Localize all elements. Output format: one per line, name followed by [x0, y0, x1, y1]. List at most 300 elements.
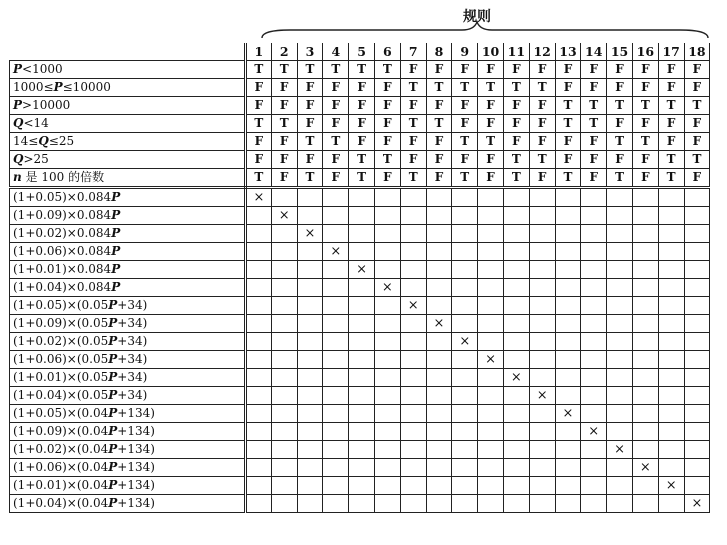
action-mark-cell: × [297, 225, 323, 243]
action-mark-cell [529, 459, 555, 477]
condition-value: T [452, 169, 478, 188]
action-mark-cell [632, 405, 658, 423]
condition-value: F [684, 61, 710, 79]
action-mark-cell [478, 279, 504, 297]
condition-value: F [349, 133, 375, 151]
condition-value: F [632, 151, 658, 169]
action-mark-cell: × [452, 333, 478, 351]
action-mark-cell: × [246, 188, 272, 207]
action-mark-cell [478, 243, 504, 261]
action-mark-cell [400, 495, 426, 513]
action-mark-cell [452, 369, 478, 387]
action-mark-cell [529, 405, 555, 423]
action-mark-cell [426, 459, 452, 477]
action-mark-cell [684, 441, 710, 459]
action-mark-cell [581, 459, 607, 477]
action-mark-cell [452, 243, 478, 261]
action-mark-cell [400, 369, 426, 387]
action-mark-cell [297, 441, 323, 459]
action-mark-cell [632, 351, 658, 369]
condition-label: 1000≤P≤10000 [10, 79, 246, 97]
action-mark-cell [529, 495, 555, 513]
action-mark-cell [323, 387, 349, 405]
action-mark-cell [271, 477, 297, 495]
action-row [10, 225, 710, 243]
action-mark-cell [658, 495, 684, 513]
action-mark-cell [607, 297, 633, 315]
action-mark-cell [607, 243, 633, 261]
action-mark-cell [349, 423, 375, 441]
action-mark-cell [684, 351, 710, 369]
action-mark-cell [581, 225, 607, 243]
action-mark-cell [271, 351, 297, 369]
action-row [10, 261, 710, 279]
action-mark-cell [246, 495, 272, 513]
action-mark-cell [297, 369, 323, 387]
action-mark-cell [374, 387, 400, 405]
condition-value: F [452, 61, 478, 79]
action-mark-cell [607, 477, 633, 495]
condition-value: F [503, 61, 529, 79]
condition-value: F [297, 97, 323, 115]
rule-number-header: 17 [658, 43, 684, 61]
rule-number-header: 11 [503, 43, 529, 61]
action-mark-cell: × [349, 261, 375, 279]
action-label: (1+0.05)×(0.04P+134) [10, 405, 246, 423]
action-mark-cell [374, 405, 400, 423]
condition-value: F [581, 169, 607, 188]
action-mark-cell [271, 297, 297, 315]
action-mark-cell [349, 297, 375, 315]
action-mark-cell [297, 387, 323, 405]
condition-value: F [452, 151, 478, 169]
action-mark-cell [555, 188, 581, 207]
condition-value: F [607, 151, 633, 169]
action-mark-cell [400, 279, 426, 297]
condition-value: F [607, 61, 633, 79]
condition-value: T [374, 61, 400, 79]
action-mark-cell [684, 188, 710, 207]
action-mark-cell [374, 297, 400, 315]
decision-table [9, 43, 710, 513]
action-mark-cell [271, 369, 297, 387]
action-mark-cell [323, 261, 349, 279]
action-mark-cell [555, 279, 581, 297]
action-mark-cell [297, 351, 323, 369]
condition-row [10, 97, 710, 115]
action-mark-cell [478, 225, 504, 243]
action-mark-cell [323, 297, 349, 315]
action-mark-cell [529, 477, 555, 495]
action-mark-cell [632, 297, 658, 315]
action-mark-cell [478, 333, 504, 351]
action-mark-cell [478, 387, 504, 405]
rule-number-header: 7 [400, 43, 426, 61]
action-mark-cell [658, 261, 684, 279]
action-mark-cell [529, 369, 555, 387]
condition-value: F [297, 151, 323, 169]
action-row [10, 405, 710, 423]
action-mark-cell: × [400, 297, 426, 315]
action-label: (1+0.02)×(0.04P+134) [10, 441, 246, 459]
action-mark-cell [555, 261, 581, 279]
action-mark-cell [684, 207, 710, 225]
action-row [10, 423, 710, 441]
action-mark-cell [581, 188, 607, 207]
action-mark-cell [555, 333, 581, 351]
action-mark-cell [374, 495, 400, 513]
action-mark-cell [478, 261, 504, 279]
action-label: (1+0.05)×0.084P [10, 188, 246, 207]
condition-value: T [426, 79, 452, 97]
action-mark-cell [632, 188, 658, 207]
action-mark-cell [529, 261, 555, 279]
action-mark-cell [374, 315, 400, 333]
action-mark-cell [658, 225, 684, 243]
action-mark-cell [529, 351, 555, 369]
condition-value: T [271, 115, 297, 133]
action-label: (1+0.09)×(0.05P+34) [10, 315, 246, 333]
action-mark-cell [658, 423, 684, 441]
action-mark-cell [478, 459, 504, 477]
condition-value: F [374, 133, 400, 151]
action-mark-cell [452, 495, 478, 513]
condition-value: F [426, 133, 452, 151]
action-mark-cell [271, 279, 297, 297]
action-mark-cell [374, 261, 400, 279]
action-mark-cell [478, 188, 504, 207]
condition-value: F [529, 133, 555, 151]
condition-value: T [452, 79, 478, 97]
condition-value: T [503, 151, 529, 169]
action-label: (1+0.09)×(0.04P+134) [10, 423, 246, 441]
action-mark-cell [555, 423, 581, 441]
action-mark-cell [297, 261, 323, 279]
action-mark-cell [426, 387, 452, 405]
action-row [10, 188, 710, 207]
condition-value: F [529, 97, 555, 115]
action-mark-cell [658, 369, 684, 387]
action-mark-cell [503, 315, 529, 333]
action-mark-cell [349, 459, 375, 477]
action-mark-cell [581, 243, 607, 261]
action-mark-cell [684, 315, 710, 333]
condition-value: T [478, 133, 504, 151]
condition-value: F [478, 151, 504, 169]
condition-value: F [271, 133, 297, 151]
action-mark-cell [607, 261, 633, 279]
condition-value: F [374, 169, 400, 188]
action-mark-cell [374, 477, 400, 495]
action-mark-cell [323, 351, 349, 369]
condition-value: F [478, 169, 504, 188]
condition-value: F [581, 79, 607, 97]
condition-value: T [246, 61, 272, 79]
condition-value: F [503, 115, 529, 133]
action-mark-cell [503, 423, 529, 441]
action-mark-cell [503, 387, 529, 405]
action-mark-cell [271, 459, 297, 477]
condition-value: F [632, 79, 658, 97]
action-mark-cell [426, 243, 452, 261]
action-row [10, 459, 710, 477]
condition-value: T [555, 97, 581, 115]
action-mark-cell [323, 495, 349, 513]
condition-row [10, 151, 710, 169]
action-mark-cell [607, 387, 633, 405]
condition-value: T [529, 79, 555, 97]
condition-row [10, 133, 710, 151]
action-mark-cell [246, 297, 272, 315]
condition-value: F [684, 79, 710, 97]
action-mark-cell [323, 423, 349, 441]
action-mark-cell [452, 423, 478, 441]
action-mark-cell [607, 495, 633, 513]
action-mark-cell [297, 477, 323, 495]
action-mark-cell [374, 369, 400, 387]
action-label: (1+0.09)×0.084P [10, 207, 246, 225]
action-mark-cell [632, 207, 658, 225]
action-mark-cell [478, 369, 504, 387]
action-mark-cell [246, 351, 272, 369]
action-mark-cell [658, 333, 684, 351]
action-mark-cell [452, 477, 478, 495]
condition-value: F [684, 169, 710, 188]
action-mark-cell [632, 243, 658, 261]
action-mark-cell [658, 188, 684, 207]
action-mark-cell [581, 297, 607, 315]
action-mark-cell [271, 333, 297, 351]
condition-value: F [632, 115, 658, 133]
condition-value: T [323, 133, 349, 151]
action-mark-cell [400, 188, 426, 207]
action-label: (1+0.06)×(0.05P+34) [10, 351, 246, 369]
action-label: (1+0.02)×0.084P [10, 225, 246, 243]
condition-value: T [581, 97, 607, 115]
action-mark-cell [349, 369, 375, 387]
action-mark-cell [297, 405, 323, 423]
condition-label: Q<14 [10, 115, 246, 133]
action-mark-cell [503, 495, 529, 513]
action-mark-cell [400, 315, 426, 333]
condition-value: F [658, 115, 684, 133]
action-mark-cell: × [607, 441, 633, 459]
action-mark-cell [246, 423, 272, 441]
action-row [10, 315, 710, 333]
action-mark-cell [426, 423, 452, 441]
action-mark-cell [400, 261, 426, 279]
action-mark-cell [452, 387, 478, 405]
action-mark-cell [246, 207, 272, 225]
condition-value: F [555, 61, 581, 79]
action-mark-cell [658, 297, 684, 315]
action-mark-cell [503, 477, 529, 495]
action-mark-cell [684, 261, 710, 279]
rule-number-header: 1 [246, 43, 272, 61]
action-mark-cell [271, 315, 297, 333]
action-mark-cell [452, 459, 478, 477]
action-mark-cell [297, 333, 323, 351]
action-mark-cell [581, 279, 607, 297]
condition-value: F [246, 133, 272, 151]
rule-number-row [10, 43, 710, 61]
action-mark-cell [632, 279, 658, 297]
action-mark-cell: × [374, 279, 400, 297]
action-mark-cell [349, 243, 375, 261]
condition-value: F [555, 79, 581, 97]
condition-value: T [529, 151, 555, 169]
action-mark-cell [323, 225, 349, 243]
condition-value: T [246, 115, 272, 133]
action-mark-cell [632, 369, 658, 387]
action-mark-cell [297, 279, 323, 297]
action-row [10, 243, 710, 261]
condition-value: F [426, 61, 452, 79]
action-mark-cell [452, 279, 478, 297]
action-mark-cell [632, 315, 658, 333]
action-mark-cell [271, 188, 297, 207]
action-label: (1+0.04)×0.084P [10, 279, 246, 297]
condition-value: T [271, 61, 297, 79]
action-mark-cell [658, 405, 684, 423]
action-mark-cell [581, 369, 607, 387]
action-mark-cell [246, 243, 272, 261]
condition-value: T [658, 151, 684, 169]
condition-value: F [349, 115, 375, 133]
action-mark-cell [349, 207, 375, 225]
action-mark-cell [271, 405, 297, 423]
action-mark-cell [452, 405, 478, 423]
action-mark-cell [503, 459, 529, 477]
action-mark-cell [246, 405, 272, 423]
action-row [10, 279, 710, 297]
action-mark-cell [374, 459, 400, 477]
condition-value: T [349, 151, 375, 169]
action-mark-cell [529, 333, 555, 351]
action-mark-cell [684, 405, 710, 423]
condition-value: T [632, 133, 658, 151]
condition-value: F [426, 97, 452, 115]
action-mark-cell: × [684, 495, 710, 513]
table-corner [10, 43, 246, 61]
condition-value: T [297, 133, 323, 151]
action-mark-cell [426, 495, 452, 513]
action-mark-cell [555, 459, 581, 477]
action-mark-cell [607, 207, 633, 225]
action-mark-cell [478, 315, 504, 333]
action-mark-cell [607, 423, 633, 441]
condition-value: F [271, 169, 297, 188]
condition-value: T [581, 115, 607, 133]
action-mark-cell [632, 495, 658, 513]
action-mark-cell [297, 423, 323, 441]
condition-value: F [246, 151, 272, 169]
condition-value: F [607, 115, 633, 133]
action-mark-cell [349, 315, 375, 333]
action-mark-cell [349, 477, 375, 495]
action-mark-cell [297, 459, 323, 477]
action-row [10, 387, 710, 405]
rule-number-header: 15 [607, 43, 633, 61]
rule-number-header: 4 [323, 43, 349, 61]
condition-value: F [400, 151, 426, 169]
condition-label: Q>25 [10, 151, 246, 169]
condition-value: T [684, 151, 710, 169]
condition-value: F [581, 61, 607, 79]
action-label: (1+0.04)×(0.05P+34) [10, 387, 246, 405]
action-mark-cell [271, 225, 297, 243]
action-mark-cell [374, 207, 400, 225]
action-mark-cell [503, 351, 529, 369]
action-mark-cell [607, 351, 633, 369]
action-mark-cell [555, 243, 581, 261]
header-title-rules: 规则 [463, 9, 491, 25]
rule-number-header: 14 [581, 43, 607, 61]
action-mark-cell [426, 351, 452, 369]
action-mark-cell [349, 405, 375, 423]
header-brace [0, 0, 727, 45]
action-mark-cell: × [478, 351, 504, 369]
condition-label: P<1000 [10, 61, 246, 79]
action-mark-cell [632, 261, 658, 279]
condition-value: T [684, 97, 710, 115]
condition-value: F [323, 169, 349, 188]
condition-value: F [297, 79, 323, 97]
action-mark-cell [503, 297, 529, 315]
action-mark-cell [581, 495, 607, 513]
action-mark-cell [426, 279, 452, 297]
action-label: (1+0.05)×(0.05P+34) [10, 297, 246, 315]
action-mark-cell [400, 207, 426, 225]
action-mark-cell [349, 351, 375, 369]
condition-value: F [400, 133, 426, 151]
action-mark-cell [271, 261, 297, 279]
action-mark-cell [658, 351, 684, 369]
action-mark-cell [246, 477, 272, 495]
action-mark-cell [452, 225, 478, 243]
condition-value: F [426, 151, 452, 169]
action-mark-cell [400, 243, 426, 261]
action-mark-cell [529, 225, 555, 243]
action-mark-cell [349, 225, 375, 243]
action-mark-cell [323, 477, 349, 495]
action-row [10, 351, 710, 369]
condition-value: F [246, 97, 272, 115]
action-mark-cell [684, 423, 710, 441]
action-mark-cell [529, 441, 555, 459]
rule-number-header: 10 [478, 43, 504, 61]
action-mark-cell [426, 207, 452, 225]
action-mark-cell [374, 188, 400, 207]
action-mark-cell [323, 207, 349, 225]
action-mark-cell [323, 369, 349, 387]
action-mark-cell [555, 315, 581, 333]
condition-value: F [349, 97, 375, 115]
action-mark-cell [581, 261, 607, 279]
action-mark-cell [478, 441, 504, 459]
rule-number-header: 8 [426, 43, 452, 61]
condition-value: F [271, 79, 297, 97]
action-mark-cell [555, 387, 581, 405]
condition-row [10, 61, 710, 79]
action-mark-cell [426, 261, 452, 279]
action-mark-cell [271, 387, 297, 405]
condition-value: F [323, 97, 349, 115]
action-label: (1+0.06)×(0.04P+134) [10, 459, 246, 477]
condition-value: F [349, 79, 375, 97]
condition-value: T [374, 151, 400, 169]
condition-value: T [349, 61, 375, 79]
